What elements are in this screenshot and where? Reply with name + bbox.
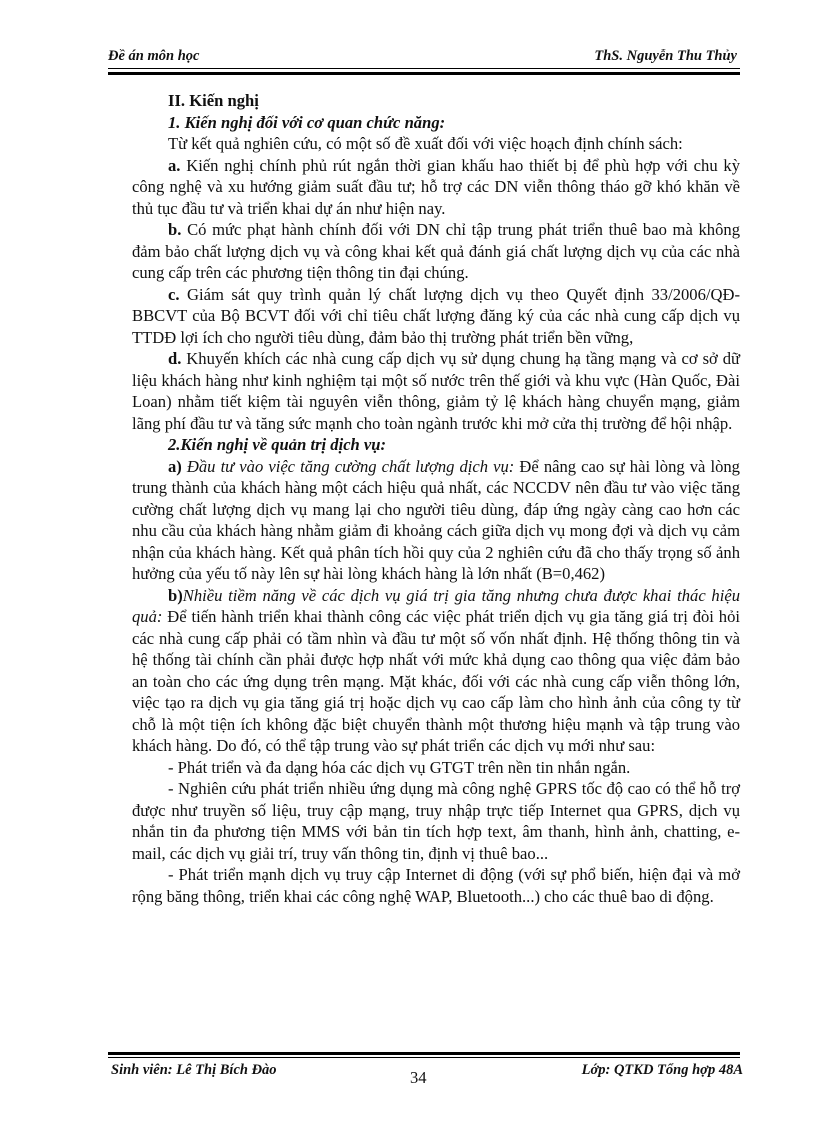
footer-student: Sinh viên: Lê Thị Bích Đào [111,1062,277,1078]
item-label: b) [168,585,183,605]
page-header [103,46,739,68]
footer-rule-thick [108,1052,740,1055]
subsection-1-intro: Từ kết quả nghiên cứu, có một số đề xuất đối với việc hoạch định chính sách: [168,134,683,153]
subsection-1-title: 1. Kiến nghị đối với cơ quan chức năng: [168,112,446,132]
footer-class: Lớp: QTKD Tổng hợp 48A [581,1062,743,1078]
item-text: Để nâng cao sự hài lòng và lòng trung thành của khách hàng một cách hiệu quả nhất, các NCCDV nên đầu tư vào việc tăng cường chất lượng dịch vụ mang lại cho người tiêu dùng, đáp ứng ngày càng cao hơn các nhu cầu của khách hàng nhằm giảm đi khoảng cách giữa dịch vụ mong đợi và dịch vụ cảm nhận của khách hàng. Kết quả phân tích hồi quy của 2 nghiên cứu đã cho thấy trọng số ảnh hưởng của yếu tố này lên sự hài lòng khách hàng là lớn nhất (B=0,462) [132,456,740,583]
item-label: c. [168,284,180,304]
item-label: d. [168,349,182,368]
item-heading: Nhiều tiềm năng về các dịch vụ giá trị gia tăng nhưng chưa được khai thác hiệu quả: [132,585,740,626]
item-label: a) [168,456,182,476]
bullet-item: - Phát triển mạnh dịch vụ truy cập Internet di động (với sự phổ biến, hiện đại và mở rộng băng thông, triển khai các công nghệ WAP, Bluetooth...) cho các thuê bao di động. [132,865,740,906]
recommendation-b [132,219,740,284]
service-recommendation-b [132,585,740,757]
header-instructor: ThS. Nguyễn Thu Thủy [594,48,737,64]
item-heading: Đầu tư vào việc tăng cường chất lượng dịch vụ: [181,456,515,476]
header-rule-thick [108,72,740,75]
item-label: a. [168,155,181,175]
item-text: Để tiến hành triển khai thành công các việc phát triển dịch vụ gia tăng giá trị đòi hỏi các nhà cung cấp phải có tầm nhìn và đầu tư một số vốn nhất định. Hệ thống thông tin và hệ thống tài chính cần phải được hợp nhất với mức khả dụng cao thông qua việc đảm bảo an toàn cho các ứng dụng trên mạng. Mặt khác, đối với các nhà cung cấp viễn thông lớn, việc tạo ra dịch vụ gia tăng giá trị hoặc dịch vụ cao cấp làm cho hình ảnh của công ty từ chỗ là một tiện ích không đặc biệt chuyển thành một thương hiệu mạnh và tập trung vào khách hàng. Do đó, có thể tập trung vào sự phát triển các dịch vụ mới như sau: [132,607,740,755]
item-text: Có mức phạt hành chính đối với DN chỉ tập trung phát triển thuê bao mà không đảm bảo chất lượng dịch vụ và công khai kết quả đánh giá chất lượng dịch vụ của các nhà cung cấp trên các phương tiện thông tin đại chúng. [132,220,740,282]
item-label: b. [168,220,182,239]
header-course-title: Đề án môn học [108,48,200,64]
recommendation-c [132,284,740,349]
bullet-item: - Phát triển và đa dạng hóa các dịch vụ GTGT trên nền tin nhắn ngắn. [168,757,631,777]
section-title: II. Kiến nghị [168,91,259,110]
item-text: Giám sát quy trình quản lý chất lượng dịch vụ theo Quyết định 33/2006/QĐ-BBCVT của Bộ BCVT đối với chỉ tiêu chất lượng đăng ký của các nhà cung cấp dịch vụ TTDĐ lợi ích cho người tiêu dùng, đảm bảo thị trường phát triển bền vững, [132,284,740,347]
page-number: 34 [410,1068,427,1087]
service-recommendation-a [132,456,740,585]
item-text: Khuyến khích các nhà cung cấp dịch vụ sử dụng chung hạ tầng mạng và cơ sở dữ liệu khách hàng như kinh nghiệm tại một số nước trên thế giới và khu vực (Hàn Quốc, Đài Loan) nhằm tiết kiệm tài nguyên viễn thông, giảm tỷ lệ khách hàng chuyển mạng, giảm lãng phí đầu tư và tăng sức mạnh cho toàn ngành trước khi mở cửa thị trường để hội nhập. [132,349,740,433]
recommendation-a [132,155,740,220]
header-rule-thin [108,68,740,69]
recommendation-d [132,348,740,434]
footer-rule-thin [108,1057,740,1058]
subsection-2-title: 2.Kiến nghị về quản trị dịch vụ: [168,435,387,454]
document-body [132,90,740,907]
bullet-item: - Nghiên cứu phát triển nhiều ứng dụng mà công nghệ GPRS tốc độ cao có thể hỗ trợ được như truyền số liệu, truy cập mạng, truy nhập trực tiếp Internet qua GPRS, dịch vụ nhắn tin đa phương tiện MMS với bản tin tích hợp text, âm thanh, hình ảnh, chatting, e-mail, các dịch vụ giải trí, truy vấn thông tin, định vị thuê bao... [132,779,740,863]
item-text: Kiến nghị chính phủ rút ngắn thời gian khấu hao thiết bị để phù hợp với chu kỳ công nghệ và xu hướng giảm suất đầu tư; hỗ trợ các DN viễn thông tháo gỡ khó khăn về thủ tục đầu tư và triển khai dự án như hiện nay. [132,155,740,218]
